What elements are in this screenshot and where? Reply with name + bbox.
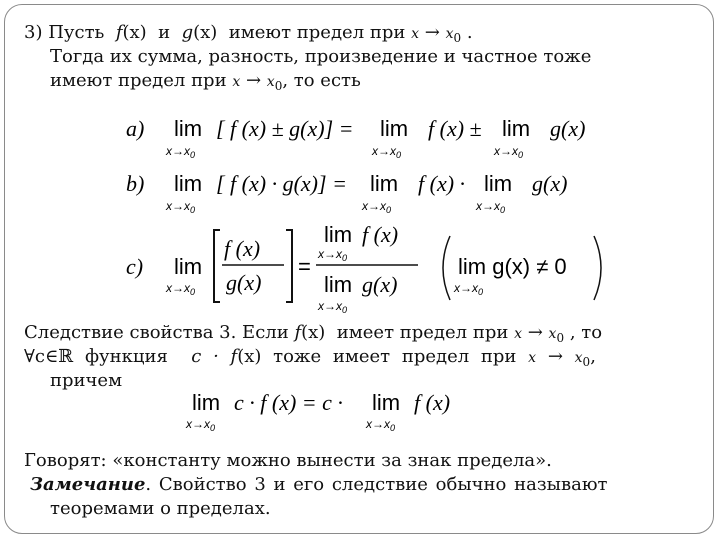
c-denominator: g(x): [226, 270, 262, 295]
corollary-line-1: [24, 322, 602, 349]
arrow-symbol: →: [424, 22, 440, 43]
f-symbol: f: [294, 322, 302, 343]
x0-sub: 0: [453, 31, 462, 45]
formula-b-f: f (x) ·: [418, 171, 466, 196]
arg: (x): [122, 22, 147, 43]
formula-b-label: b): [126, 171, 145, 196]
x-symbol: x: [411, 26, 420, 42]
arrow-symbol: →: [527, 322, 543, 343]
x-symbol: x: [232, 74, 241, 90]
c-numerator: f (x): [224, 236, 261, 261]
x0-symbol: x: [574, 350, 583, 366]
remark-label: Замечание: [30, 474, 146, 495]
corollary-lhs: c · f (x) = c ·: [234, 390, 343, 415]
line3-a: имеют предел при: [50, 70, 227, 91]
arrow-symbol: →: [245, 70, 262, 91]
corollary-rhs: f (x): [414, 390, 451, 415]
lim-2: lim: [372, 390, 401, 415]
corollary-formula: [184, 386, 474, 436]
arrow-symbol: →: [547, 346, 563, 367]
formula-a-label: a): [126, 116, 145, 141]
formula-b-left: [ f (x) · g(x)] =: [216, 171, 347, 196]
lim-under-cond: $x\to x_0$: [454, 281, 484, 297]
right-bracket: [286, 230, 292, 302]
property-number: 3): [24, 22, 43, 43]
corollary-line-3: причем: [50, 370, 123, 391]
corollary-text-a: Следствие свойства 3. Если: [24, 322, 289, 343]
formula-b-g: g(x): [532, 171, 568, 196]
lim-2: lim: [370, 171, 399, 196]
lim-under-3: $x\to x_0$: [476, 199, 506, 215]
x0-symbol: x: [445, 26, 454, 42]
corollary-line-2: ∀c∈ℝ функция c · f(x) тоже имеет предел при $x \to x_0$,: [24, 346, 596, 369]
x-symbol: x: [528, 350, 537, 366]
f-symbol: f: [115, 22, 123, 43]
lim-under-1: $x\to x_0$: [166, 281, 196, 297]
corollary-text-b: имеет предел при: [336, 322, 509, 343]
c-equals: =: [298, 254, 311, 279]
lim-den: lim: [324, 272, 353, 297]
lim-under-1: $x\to x_0$: [166, 199, 196, 215]
cond-left-paren: [443, 236, 450, 300]
formula-a: [120, 110, 620, 162]
lim-under-num: $x\to x_0$: [318, 247, 348, 263]
lim-under-1: $x\to x_0$: [186, 417, 216, 433]
c-right-num: f (x): [362, 222, 399, 247]
corollary-text-d: тоже имеет предел при: [273, 346, 517, 367]
formula-c: [120, 218, 610, 318]
remark-text: . Свойство 3 и его следствие обычно называют: [145, 474, 608, 495]
function-word: функция: [84, 346, 168, 367]
c-f: c · f: [191, 346, 238, 367]
lim-3: lim: [484, 171, 513, 196]
lim-2: lim: [380, 116, 409, 141]
corollary-text-c: , то: [569, 322, 603, 343]
arg: (x): [301, 322, 326, 343]
lim-num: lim: [324, 222, 353, 247]
property-3-line-2: Тогда их сумма, разность, произведение и частное тоже: [50, 46, 592, 67]
x0-symbol: x: [266, 74, 275, 90]
lim-under-1: $x\to x_0$: [166, 144, 196, 160]
x-symbol: x: [514, 326, 522, 342]
property-3-line-1: 3) Пусть f(x) и g(x) имеют предел при $x \to x_0$ .: [24, 22, 473, 45]
c-right-den: g(x): [362, 272, 398, 297]
lim-under-3: $x\to x_0$: [494, 144, 524, 160]
x0-symbol: x: [548, 326, 557, 342]
lim-under-2: $x\to x_0$: [362, 199, 392, 215]
x0-sub: 0: [582, 355, 591, 369]
formula-a-left: [ f (x) ± g(x)] =: [216, 116, 354, 141]
footer-line-2: [30, 474, 607, 496]
left-bracket: [214, 230, 220, 302]
lim-under-den: $x\to x_0$: [318, 299, 348, 315]
lim-1: lim: [192, 390, 221, 415]
lim-3: lim: [502, 116, 531, 141]
formula-b: [120, 165, 600, 217]
line3-b: , то есть: [282, 70, 361, 91]
lim-1: lim: [174, 254, 203, 279]
lim-1: lim: [174, 171, 203, 196]
lim-under-2: $x\to x_0$: [366, 417, 396, 433]
lim-under-2: $x\to x_0$: [372, 144, 402, 160]
lead-word: Пусть: [48, 22, 105, 43]
mid-text: имеют предел при: [228, 22, 406, 43]
and-word: и: [158, 22, 171, 43]
footer-line-1: Говорят: «константу можно вынести за знак предела».: [24, 450, 552, 471]
footer-line-3: теоремами о пределах.: [50, 498, 271, 519]
condition: lim g(x) ≠ 0: [458, 254, 567, 279]
formula-a-f: f (x) ±: [428, 116, 482, 141]
arg: (x): [193, 22, 218, 43]
property-3-line-3: [50, 70, 361, 97]
forall-c: ∀c∈ℝ: [24, 346, 74, 367]
x0-sub: 0: [556, 331, 565, 345]
cond-right-paren: [594, 236, 601, 300]
formula-a-g: g(x): [550, 116, 586, 141]
x0-sub: 0: [274, 79, 283, 93]
lim-1: lim: [174, 116, 203, 141]
arg: (x): [237, 346, 262, 367]
g-symbol: g: [181, 22, 194, 43]
formula-c-label: c): [126, 254, 144, 279]
